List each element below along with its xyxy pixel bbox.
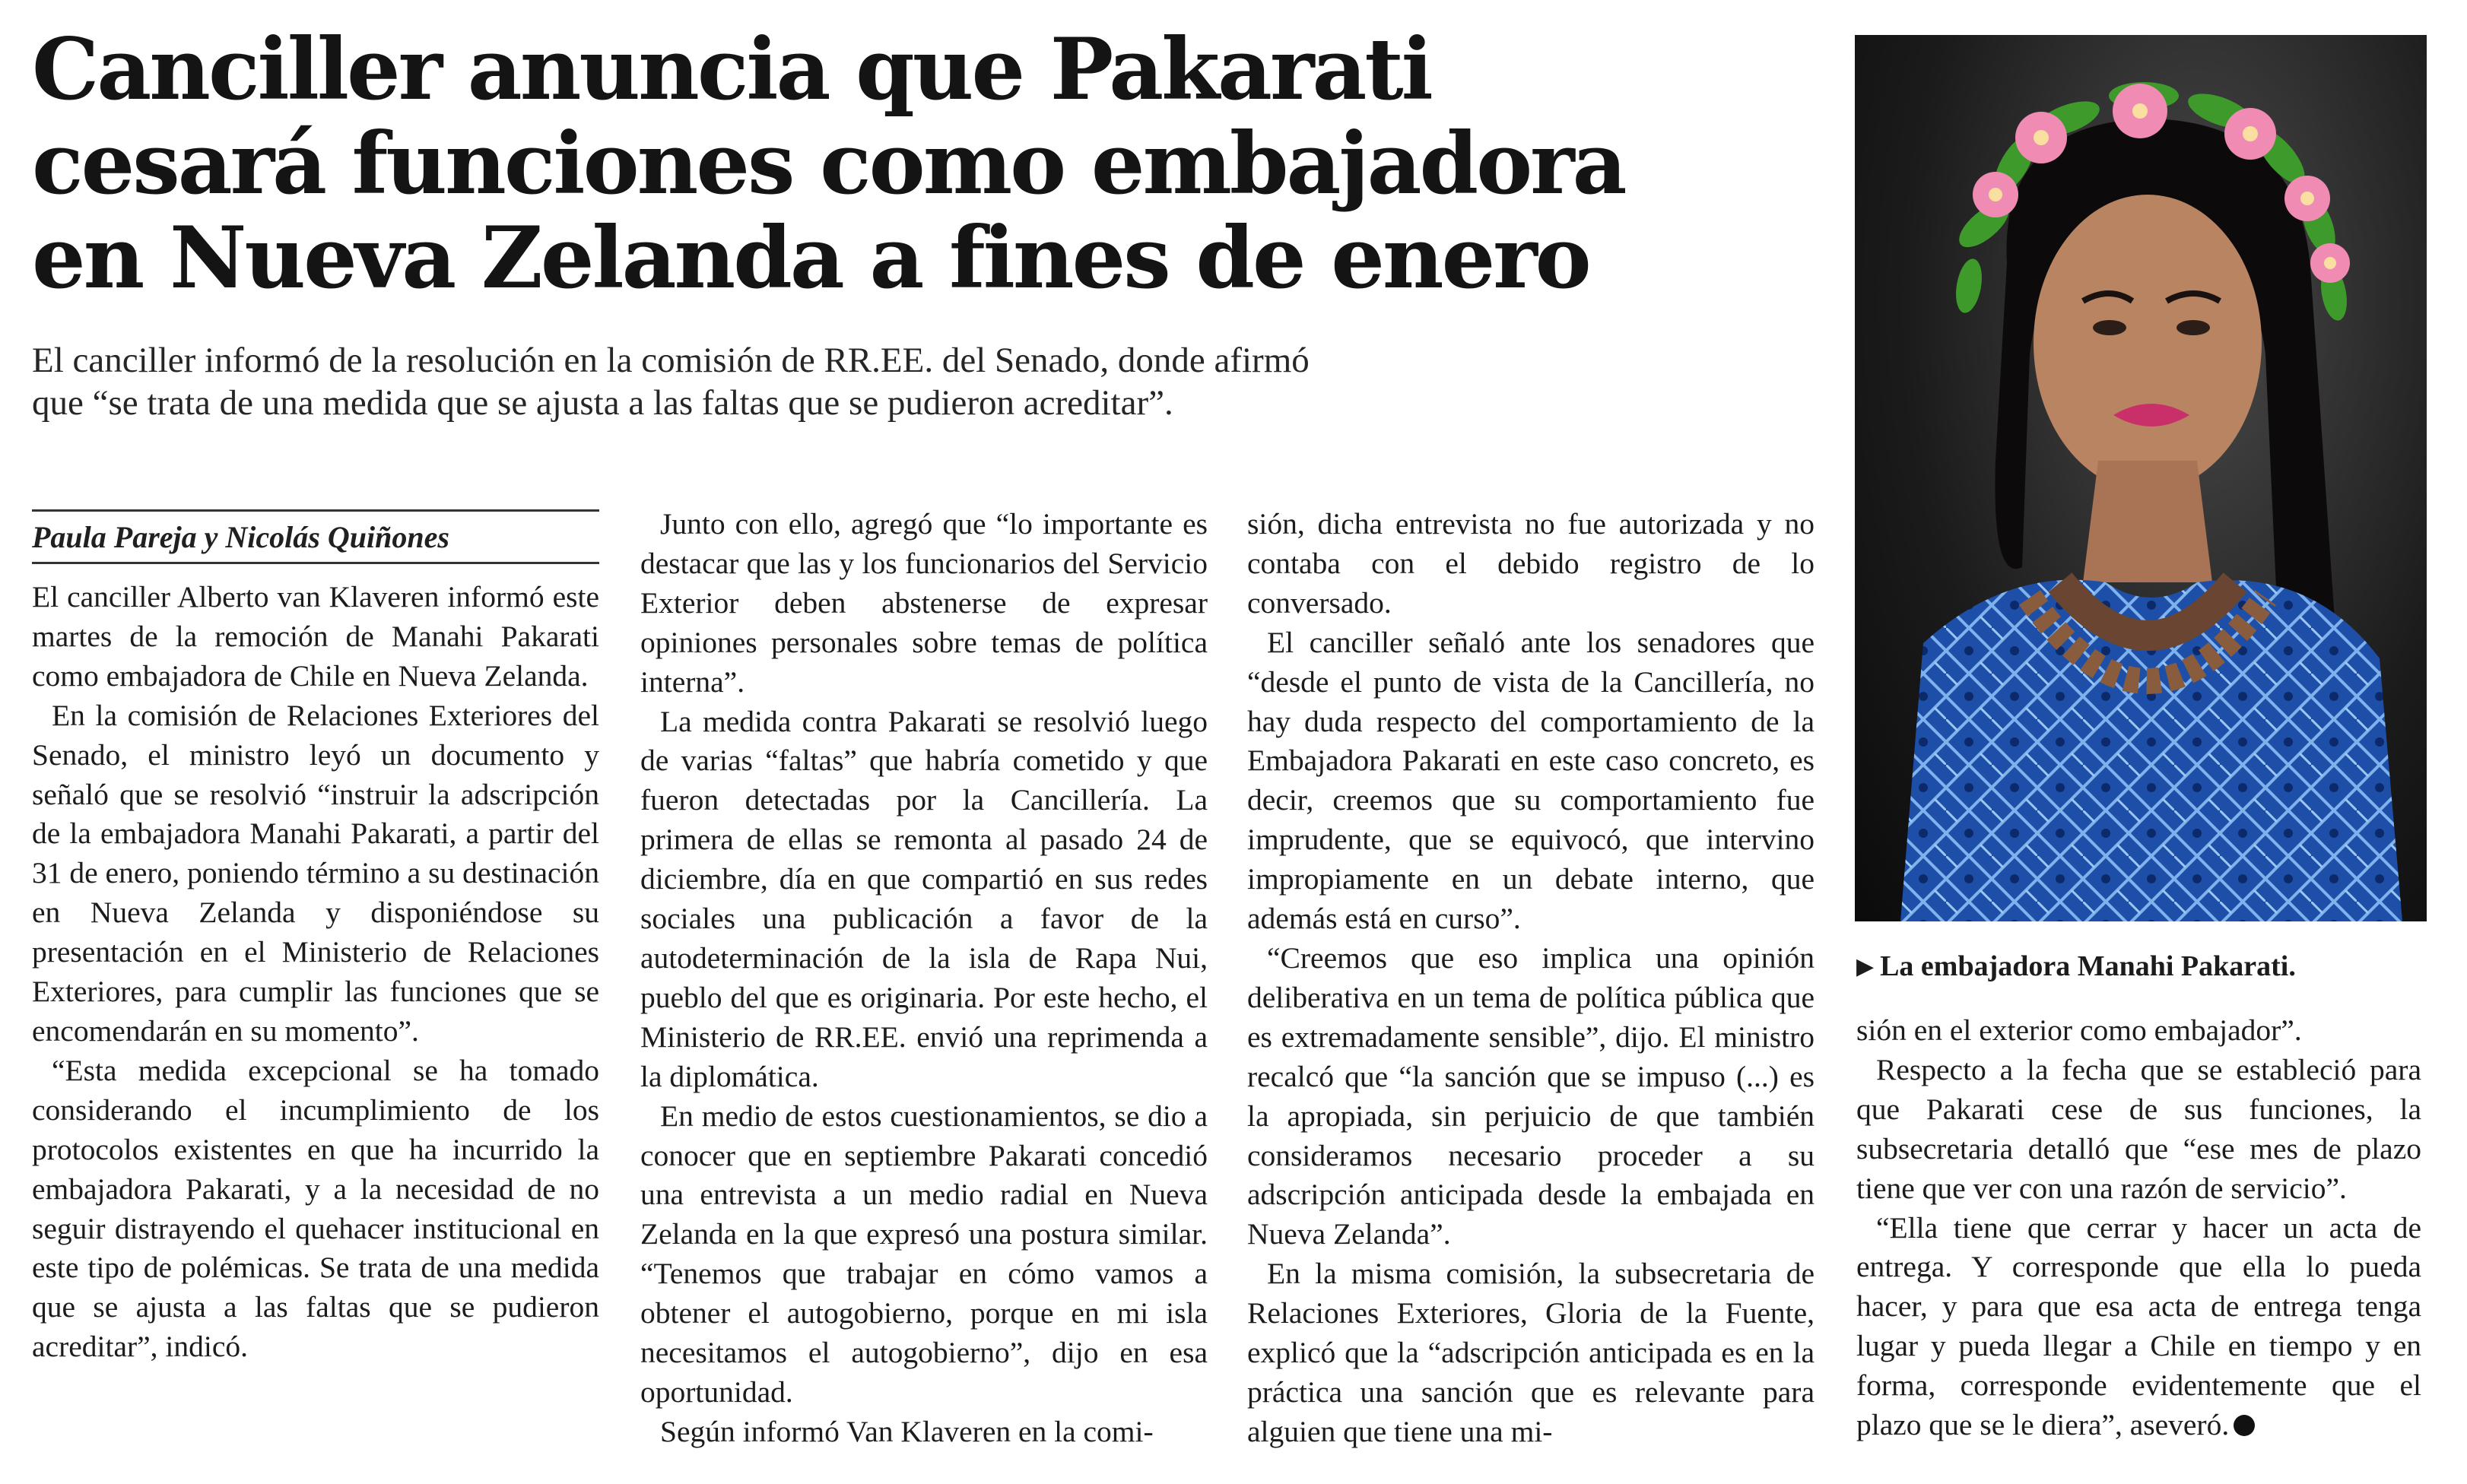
headline [32, 23, 1842, 306]
photo-caption [1856, 947, 2434, 986]
paragraph: sión en el exterior como embajador”. [1856, 1013, 2302, 1047]
portrait-illustration [1855, 35, 2427, 921]
deck-subheadline [32, 339, 1553, 424]
paragraph: La medida contra Pakarati se resolvió luego de varias “faltas” que habría cometido y que fueron detectadas por la Cancillería. La primera de ellas se remonta al pasado 24 de diciembre, día en que compartió en sus redes sociales una publicación a favor de la autodeterminación de la isla de Rapa Nui, pueblo del que es originaria. Por este hecho, el Ministerio de RR.EE. envió una reprimenda a la diplomática. [640, 704, 1208, 1093]
paragraph: Respecto a la fecha que se estableció para que Pakarati cese de sus funciones, la subsecretaria detalló que “ese mes de plazo tiene que ver con una razón de servicio”. [1856, 1052, 2421, 1205]
paragraph: El canciller señaló ante los senadores que “desde el punto de vista de la Cancillería, no hay duda respecto del comportamiento de la Embajadora Pakarati en este caso concreto, es decir, creemos que su comportamiento fue imprudente, que se equivocó, que intervino impropiamente en un debate interno, que además está en curso”. [1247, 625, 1815, 936]
article-column-2 [640, 505, 1208, 1452]
headline-line-3: en Nueva Zelanda a fines de enero [32, 209, 1589, 308]
caption-triangle-icon: ▶ [1856, 954, 1875, 979]
paragraph: “Creemos que eso implica una opinión deliberativa en un tema de política pública que es extremadamente sensible”, dijo. El ministro recalcó que “la sanción que se impuso (...) es la apropiada, sin perjuicio de que también consideramos necesario proceder a su adscripción anticipada desde la embajada en Nueva Zelanda”. [1247, 940, 1815, 1251]
end-of-article-icon [2234, 1415, 2255, 1436]
paragraph: El canciller Alberto van Klaveren informó este martes de la remoción de Manahi Pakarati como embajadora de Chile en Nueva Zelanda. [32, 580, 599, 693]
portrait-photo [1855, 35, 2427, 921]
paragraph: Junto con ello, agregó que “lo importante es destacar que las y los funcionarios del Servicio Exterior deben abstenerse de expresar opiniones personales sobre temas de política interna”. [640, 507, 1208, 699]
paragraph-last-text: “Ella tiene que cerrar y hacer un acta de entrega. Y corresponde que ella lo pueda hacer, y para que esa acta de entrega tenga lugar y pueda llegar a Chile en tiempo y en forma, corresponde evidentemente que el plazo que se le diera”, aseveró. [1856, 1210, 2421, 1442]
paragraph: En la misma comisión, la subsecretaria de Relaciones Exteriores, Gloria de la Fuente, explicó que la “adscripción anticipada es en la práctica una sanción que es relevante para alguien que tiene una mi- [1247, 1257, 1815, 1448]
article-column-4 [1856, 1011, 2421, 1445]
paragraph: sión, dicha entrevista no fue autorizada y no contaba con el debido registro de lo conversado. [1247, 507, 1815, 620]
deck-line-2: que “se trata de una medida que se ajusta a las faltas que se pudieron acreditar”. [32, 383, 1173, 423]
headline-line-1: Canciller anuncia que Pakarati [32, 21, 1431, 119]
paragraph: Según informó Van Klaveren en la comi- [660, 1414, 1154, 1448]
byline: Paula Pareja y Nicolás Quiñones [32, 509, 599, 564]
article-column-1 [32, 509, 599, 1367]
photo-caption-text: La embajadora Manahi Pakarati. [1880, 950, 2296, 982]
headline-line-2: cesará funciones como embajadora [32, 115, 1625, 214]
article-column-3 [1247, 505, 1815, 1452]
paragraph-last [1856, 1209, 2421, 1445]
paragraph: “Esta medida excepcional se ha tomado considerando el incumplimiento de los protocolos existentes en que ha incurrido la embajadora Pakarati, y a la necesidad de no seguir distrayendo el quehacer institucional en este tipo de polémicas. Se trata de una medida que se ajusta a las faltas que se pudieron acreditar”, indicó. [32, 1053, 599, 1364]
paragraph: En medio de estos cuestionamientos, se dio a conocer que en septiembre Pakarati concedió una entrevista a un medio radial en Nueva Zelanda en la que expresó una postura similar. “Tenemos que trabajar en cómo vamos a obtener el autogobierno, porque en mi isla necesitamos el autogobierno”, dijo en esa oportunidad. [640, 1099, 1208, 1409]
deck-line-1: El canciller informó de la resolución en la comisión de RR.EE. del Senado, donde afirmó [32, 341, 1310, 380]
paragraph: En la comisión de Relaciones Exteriores del Senado, el ministro leyó un documento y señaló que se resolvió “instruir la adscripción de la embajadora Manahi Pakarati, a partir del 31 de enero, poniendo término a su destinación en Nueva Zelanda y disponiéndose su presentación en el Ministerio de Relaciones Exteriores, para cumplir las funciones que se encomendarán en su momento”. [32, 698, 599, 1048]
